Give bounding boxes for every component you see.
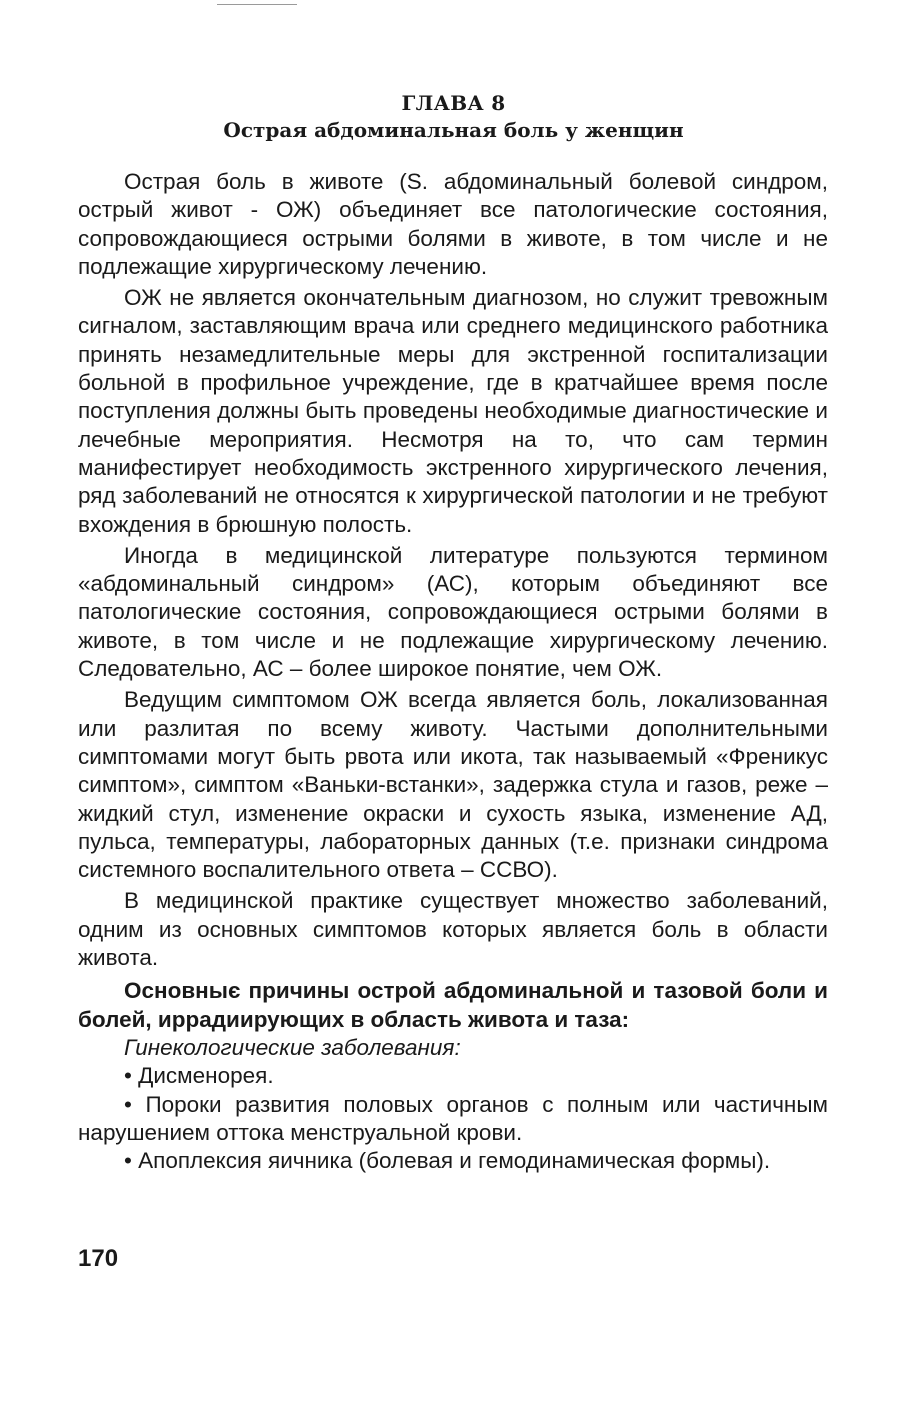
subheading: Гинекологические заболевания: [124,1034,461,1060]
paragraph: Острая боль в животе (S. абдоминальный болевой синдром, острый живот - ОЖ) объединяет все патологические состояния, сопровождающиеся острыми болями в животе, в том числе и не подлежащие хирургическому лечению. [78,169,828,279]
top-rule [217,4,297,5]
paragraph: Иногда в медицинской литературе пользуются термином «абдоминальный синдром» (АС), которым объединяют все патологические состояния, сопровождающиеся острыми болями в животе, в том числе и не подлежащие хирургическому лечению. Следовательно, АС – более широкое понятие, чем ОЖ. [78,542,828,682]
list-item: • Пороки развития половых органов с полным или частичным нарушением оттока менструальной крови. [78,1091,828,1145]
chapter-title: Острая абдоминальная боль у женщин [223,118,684,142]
section-heading: Основныє причины острой абдоминальной и тазовой боли и болей, иррадиирующих в область живота и таза: [78,978,828,1032]
list-item: • Дисменорея. [124,1063,274,1089]
page-number: 170 [78,1245,119,1272]
chapter-label: ГЛАВА 8 [401,91,506,115]
paragraph: Ведущим симптомом ОЖ всегда является боль, локализованная или разлитая по всему животу. Частыми дополнительными симптомами могут быть рвота или икота, так называемый «Френикус симптом», симптом «Ваньки-встанки», задержка стула и газов, реже – жидкий стул, изменение окраски и сухость языка, изменение АД, пульса, температуры, лабораторных данных (т.е. признаки синдрома системного воспалительного ответа – ССВО). [78,687,828,883]
body-text [78,168,828,1175]
list-item: • Апоплексия яичника (болевая и гемодинамическая формы). [124,1148,771,1174]
paragraph: ОЖ не является окончательным диагнозом, но служит тревожным сигналом, заставляющим врача или среднего медицинского работника принять незамедлительные меры для экстренной госпитализации больной в профильное учреждение, где в кратчайшее время после поступления должны быть проведены необходимые диагностические и лечебные мероприятия. Несмотря на то, что сам термин манифестирует необходимость экстренного хирургического лечения, ряд заболеваний не относятся к хирургической патологии и не требуют вхождения в брюшную полость. [78,285,828,537]
paragraph: В медицинской практике существует множество заболеваний, одним из основных симптомов которых является боль в области живота. [78,888,828,971]
